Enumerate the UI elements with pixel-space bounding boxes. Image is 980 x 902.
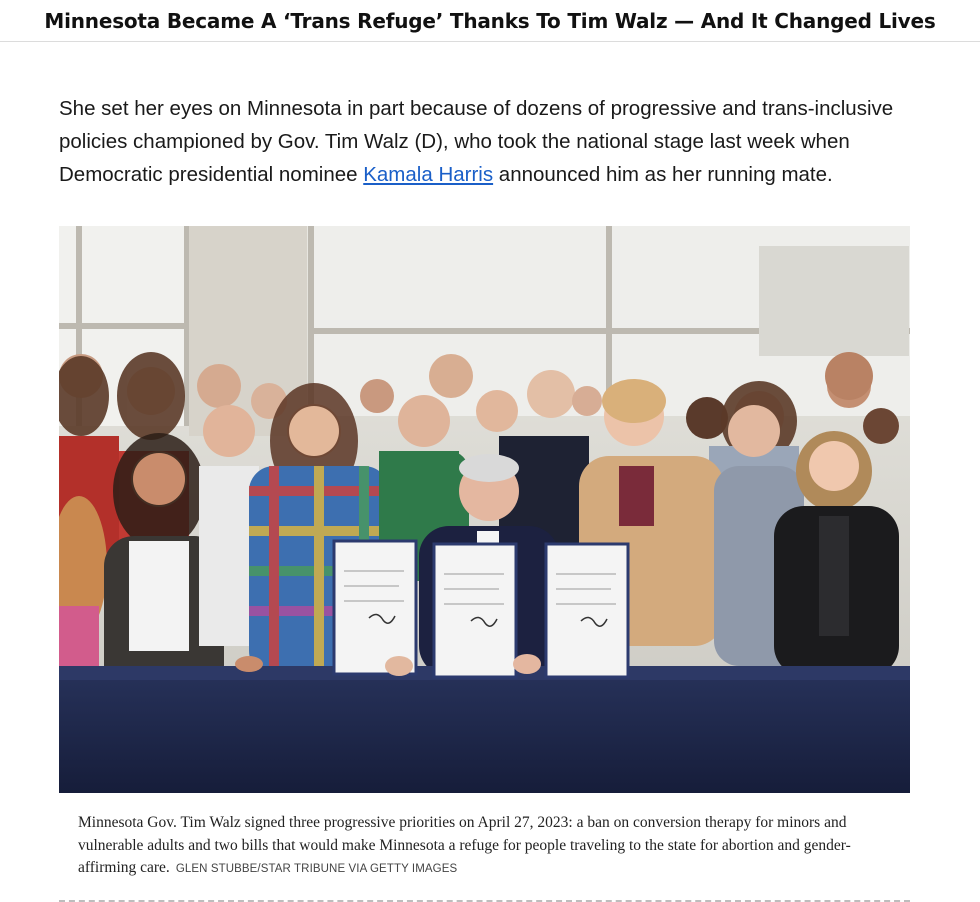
page-title: Minnesota Became A ‘Trans Refuge’ Thanks To Tim Walz — And It Changed Lives	[44, 8, 936, 33]
paragraph-text-before-link: She set her eyes on Minnesota in part because of dozens of progressive and trans-inclusive policies championed by Gov. Tim Walz (D), who took the national stage last week when Democratic presidential nominee	[59, 97, 894, 186]
photo-credit: GLEN STUBBE/STAR TRIBUNE VIA GETTY IMAGES	[175, 863, 458, 875]
kamala-harris-link[interactable]: Kamala Harris	[363, 163, 494, 186]
caption-text: Minnesota Gov. Tim Walz signed three progressive priorities on April 27, 2023: a ban on conversion therapy for minors and vulnerable adults and two bills that would make Minnesota a refuge for people traveling to the state for abortion and gender-affirming care.	[78, 814, 851, 876]
photo-illustration	[59, 226, 910, 793]
article-photo	[59, 226, 910, 793]
article-paragraph	[59, 92, 919, 191]
paragraph-text-after-link: announced him as her running mate.	[493, 163, 833, 186]
photo-caption	[78, 812, 898, 881]
header-bar	[0, 0, 980, 42]
